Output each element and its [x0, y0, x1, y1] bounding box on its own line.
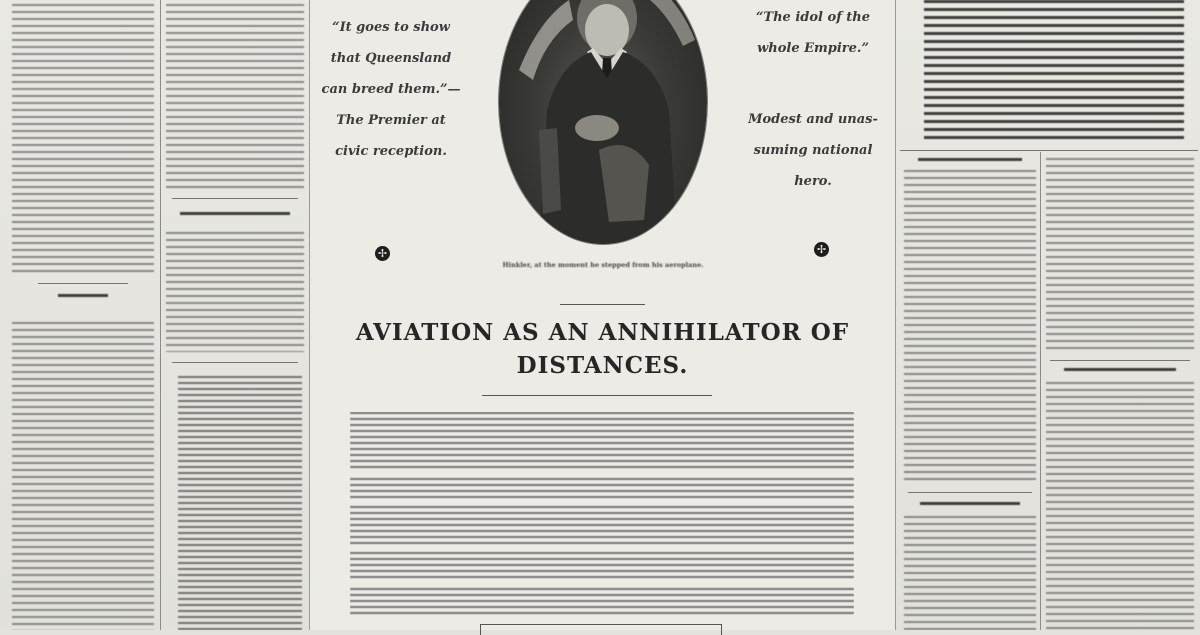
aviator-silhouette [499, 0, 707, 244]
column-text-block [166, 4, 304, 190]
divider [908, 492, 1032, 493]
article-headline [340, 316, 865, 382]
article-paragraph [350, 506, 854, 546]
column-second [162, 0, 308, 630]
column-text-block [1046, 382, 1194, 630]
divider [560, 304, 645, 305]
divider [482, 395, 712, 396]
quote-line: The Premier at [336, 113, 446, 128]
column-right-b [1042, 152, 1198, 630]
quote-line: can breed them.”— [321, 82, 461, 97]
quote-line: suming national [753, 143, 873, 158]
divider [1050, 360, 1190, 361]
subheading-blur [920, 502, 1020, 507]
article-paragraph [350, 552, 854, 582]
column-rule [1040, 152, 1041, 630]
article-body [350, 412, 854, 618]
quote-line: whole Empire.” [757, 41, 869, 56]
quote-line: Modest and unas- [748, 112, 878, 127]
column-text-bold [924, 0, 1184, 140]
column-text-block [166, 232, 304, 352]
column-text-block [904, 516, 1036, 630]
headline-line: AVIATION AS AN ANNIHILATOR OF [355, 319, 850, 346]
article-paragraph [350, 412, 854, 472]
column-right-a [900, 152, 1040, 630]
quote-premier [316, 12, 466, 167]
divider [38, 283, 128, 284]
quote-modest-hero [738, 104, 888, 197]
column-text-block [12, 322, 154, 630]
quote-line: that Queensland [330, 51, 452, 66]
subheading-blur [58, 294, 108, 300]
ornament-icon: ✢ [375, 246, 390, 261]
column-far-left [8, 0, 158, 630]
divider [172, 362, 298, 363]
headline-line: DISTANCES. [516, 352, 689, 379]
subheading-blur [180, 212, 290, 218]
article-paragraph [350, 478, 854, 500]
column-text-block [904, 170, 1036, 482]
column-text-block [1046, 158, 1194, 354]
divider [900, 150, 1198, 151]
quote-idol [738, 2, 888, 64]
feature-panel [309, 0, 896, 630]
ornament-icon: ✢ [814, 242, 829, 257]
column-text-block [178, 376, 302, 630]
quote-line: hero. [794, 174, 832, 189]
subheading-blur [1064, 368, 1176, 373]
article-paragraph [350, 588, 854, 616]
subheading-blur [918, 158, 1022, 163]
column-text-block [12, 4, 154, 272]
photo-caption: Hinkler, at the moment he stepped from his aeroplane. [502, 261, 704, 269]
quote-line: “It goes to show [332, 20, 450, 35]
portrait-photo [499, 0, 707, 244]
quote-line: “The idol of the [755, 10, 871, 25]
column-rule [160, 0, 161, 630]
divider [172, 198, 298, 199]
quote-line: civic reception. [335, 144, 447, 159]
